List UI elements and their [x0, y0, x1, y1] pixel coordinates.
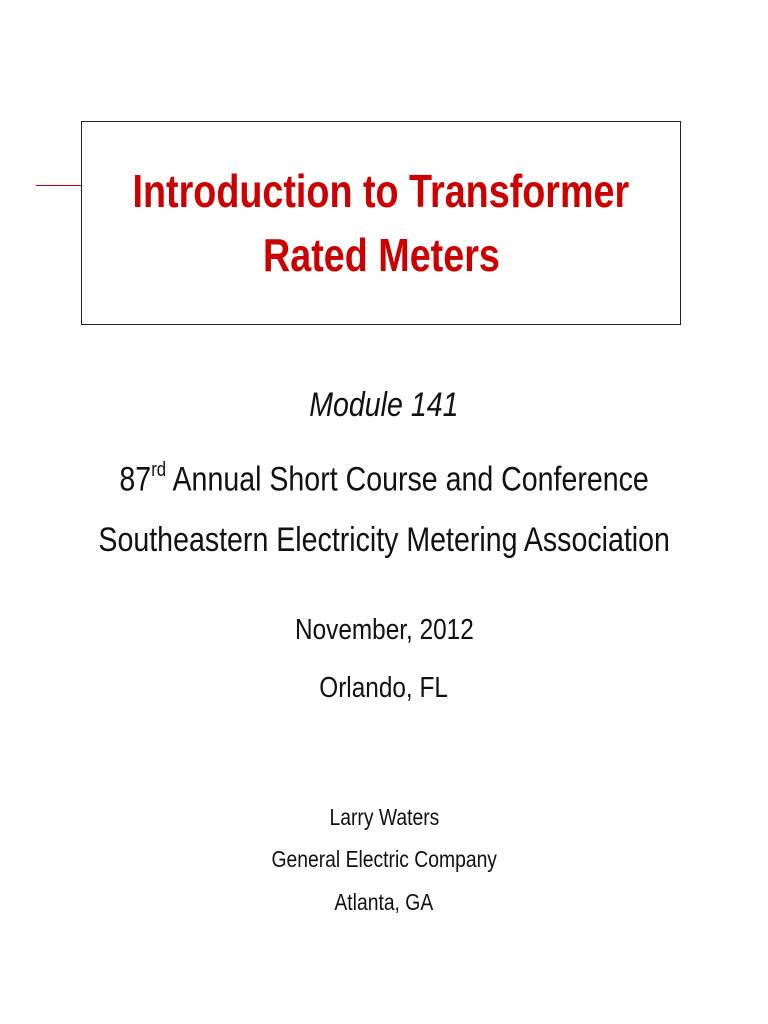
presenter-location-line [0, 887, 768, 917]
module-number [0, 383, 768, 427]
event-location: Orlando, FL [319, 672, 449, 704]
presenter-location: Atlanta, GA [334, 889, 434, 915]
event-location-line [0, 670, 768, 706]
conference-line [0, 450, 768, 501]
module-text: Module 141 [309, 386, 459, 424]
presenter-company-line [0, 844, 768, 874]
presenter-company: General Electric Company [271, 846, 497, 872]
title-box [81, 121, 681, 325]
presenter-name: Larry Waters [329, 804, 439, 830]
title-line-1: Introduction to Transformer [132, 165, 630, 217]
association-line [0, 518, 768, 562]
association-name: Southeastern Electricity Metering Association [98, 521, 670, 559]
conference-name: Annual Short Course and Conference [172, 460, 649, 499]
conference-ordinal-number: 87 [119, 460, 152, 499]
title-line-2: Rated Meters [262, 229, 500, 281]
event-date-line [0, 612, 768, 648]
conference-text [119, 450, 648, 501]
accent-line [36, 185, 82, 186]
event-date: November, 2012 [294, 614, 474, 646]
presenter-name-line [0, 802, 768, 832]
conference-ordinal-suffix: rd [151, 459, 167, 481]
